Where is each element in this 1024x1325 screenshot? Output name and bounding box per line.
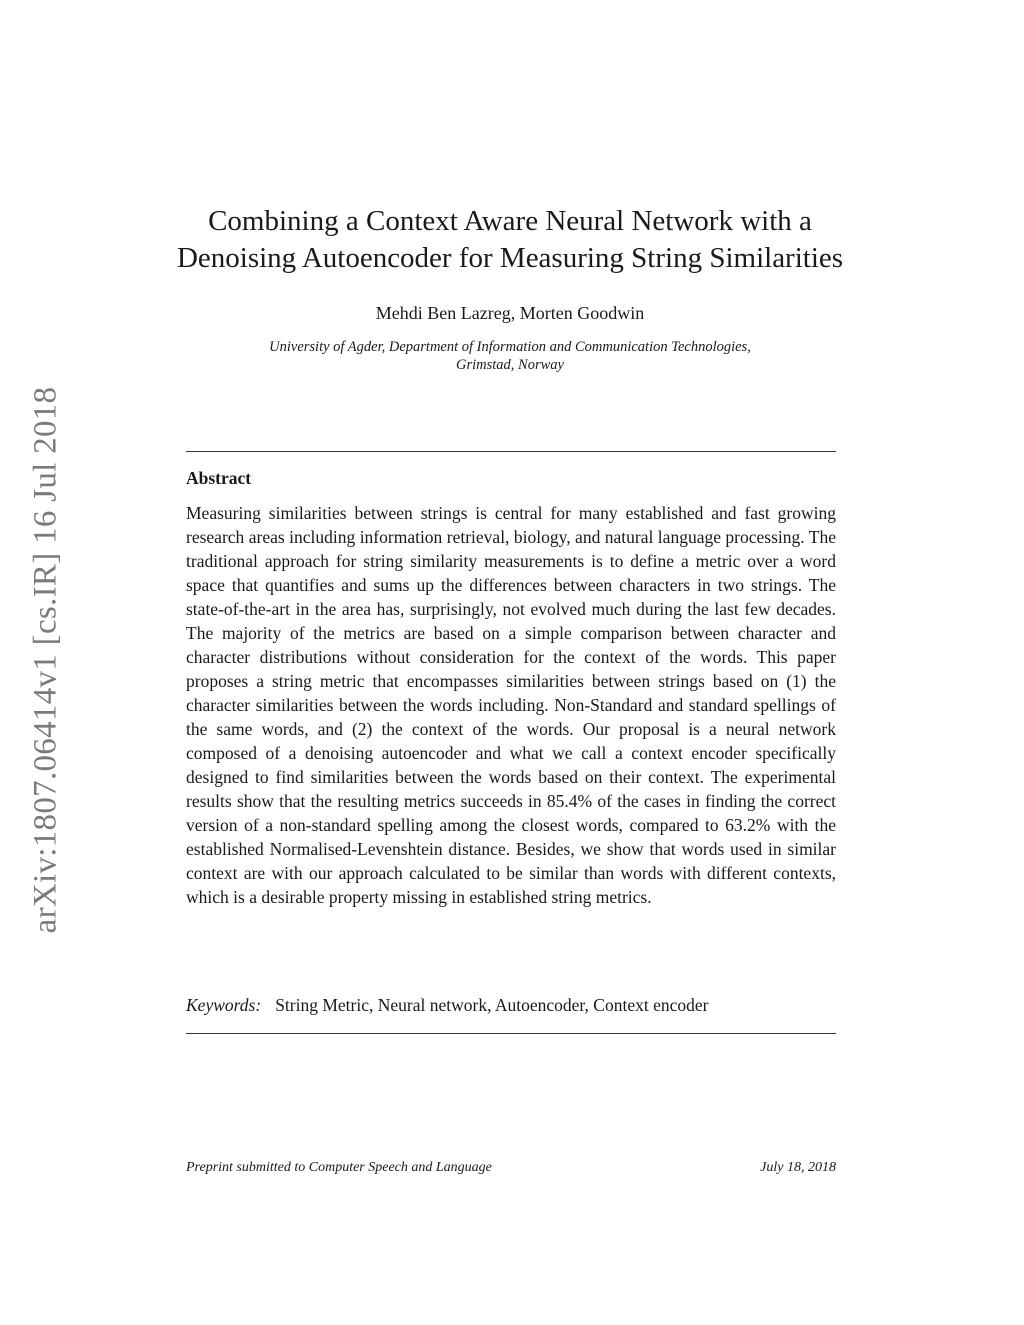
footer-date: July 18, 2018 [760, 1160, 836, 1175]
abstract-top-rule [186, 451, 836, 452]
author-list: Mehdi Ben Lazreg, Morten Goodwin [375, 303, 645, 323]
preprint-note: Preprint submitted to Computer Speech and Language [186, 1160, 492, 1175]
arxiv-identifier-stamp: arXiv:1807.06414v1 [cs.IR] 16 Jul 2018 [27, 386, 64, 934]
abstract-body: Measuring similarities between strings is central for many established and fast growing research areas including information retrieval, biology, and natural language processing. The traditional approach for string similarity measurements is to define a metric over a word space that quantifies and sums up the differences between characters in two strings. The state-of-the-art in the area has, surprisingly, not evolved much during the last few decades. The majority of the metrics are based on a simple comparison between character and character distributions without consideration for the context of the words. This paper proposes a string metric that encompasses similarities between strings based on (1) the character similarities between the words including. Non-Standard and standard spellings of the same words, and (2) the context of the words. Our proposal is a neural network composed of a denoising autoencoder and what we call a context encoder specifically designed to find similarities between the words based on their context. The experimental results show that the resulting metrics succeeds in 85.4% of the cases in finding the correct version of a non-standard spelling among the closest words, compared to 63.2% with the established Normalised-Levenshtein distance. Besides, we show that words used in similar context are with our approach calculated to be similar than words with different contexts, which is a desirable property missing in established string metrics. [186, 503, 836, 907]
abstract-heading: Abstract [186, 468, 252, 488]
abstract-bottom-rule [186, 1033, 836, 1034]
paper-title-line-2: Denoising Autoencoder for Measuring String Similarities [176, 242, 844, 274]
keywords-value: String Metric, Neural network, Autoencoder, Context encoder [275, 995, 709, 1015]
affiliation [150, 338, 870, 374]
paper-title-line-1: Combining a Context Aware Neural Network with a [208, 205, 812, 237]
affiliation-line-1: University of Agder, Department of Information and Communication Technologies, [269, 339, 751, 355]
affiliation-line-2: Grimstad, Norway [456, 357, 564, 373]
keywords-label: Keywords: [186, 995, 262, 1015]
keywords-line [186, 995, 836, 1016]
paper-title [150, 203, 870, 277]
